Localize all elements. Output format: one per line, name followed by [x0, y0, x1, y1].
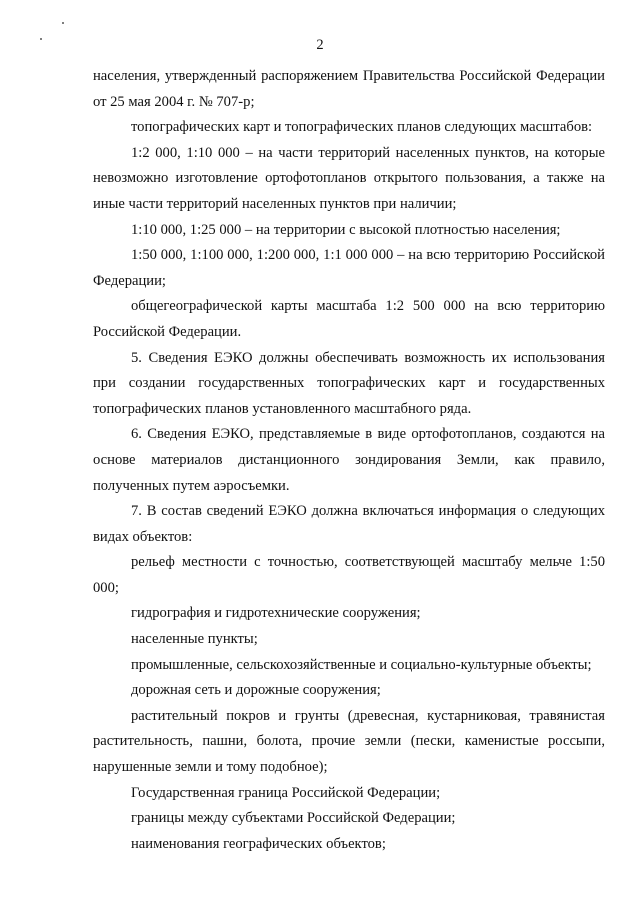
paragraph-1: населения, утвержденный распоряжением Правительства Российской Федерации от 25 мая 2004 г. № 707-р;	[93, 68, 605, 110]
list-item-industrial: промышленные, сельскохозяйственные и социально-культурные объекты;	[131, 656, 592, 673]
paragraph-6: общегеографической карты масштаба 1:2 500 000 на всю территорию Российской Федерации.	[93, 298, 605, 340]
paragraph-3: 1:2 000, 1:10 000 – на части территорий населенных пунктов, на которые невозможно изготовление ортофотопланов открытого пользования, а также на иные части территорий населенных пунктов при наличии;	[93, 144, 605, 212]
list-item-subject-borders: границы между субъектами Российской Федерации;	[131, 810, 456, 827]
paragraph-2: топографических карт и топографических планов следующих масштабов:	[131, 119, 593, 136]
scan-speck	[62, 22, 64, 24]
document-body	[93, 64, 605, 857]
list-item-vegetation: растительный покров и грунты (древесная, кустарниковая, травянистая растительность, пашни, болота, прочие земли (пески, каменистые россыпи, нарушенные земли и тому подобное);	[93, 707, 605, 776]
list-item-roads: дорожная сеть и дорожные сооружения;	[131, 682, 381, 699]
list-item-state-border: Государственная граница Российской Федерации;	[131, 784, 441, 801]
page-number: 2	[316, 37, 324, 53]
paragraph-item-5: 5. Сведения ЕЭКО должны обеспечивать возможность их использования при создании государственных топографических карт и государственных топографических планов установленного масштабного ряда.	[93, 349, 605, 417]
paragraph-item-6: 6. Сведения ЕЭКО, представляемые в виде ортофотопланов, создаются на основе материалов дистанционного зондирования Земли, как правило, полученных путем аэросъемки.	[93, 426, 605, 494]
list-item-geo-names: наименования географических объектов;	[131, 835, 386, 852]
paragraph-5: 1:50 000, 1:100 000, 1:200 000, 1:1 000 000 – на всю территорию Российской Федерации;	[93, 247, 605, 289]
list-item-settlements: населенные пункты;	[131, 631, 258, 648]
paragraph-item-7: 7. В состав сведений ЕЭКО должна включаться информация о следующих видах объектов:	[93, 503, 605, 545]
list-item-hydrography: гидрография и гидротехнические сооружения;	[131, 605, 421, 622]
list-item-relief: рельеф местности с точностью, соответствующей масштабу мельче 1:50 000;	[93, 554, 605, 596]
paragraph-4: 1:10 000, 1:25 000 – на территории с высокой плотностью населения;	[131, 221, 561, 238]
